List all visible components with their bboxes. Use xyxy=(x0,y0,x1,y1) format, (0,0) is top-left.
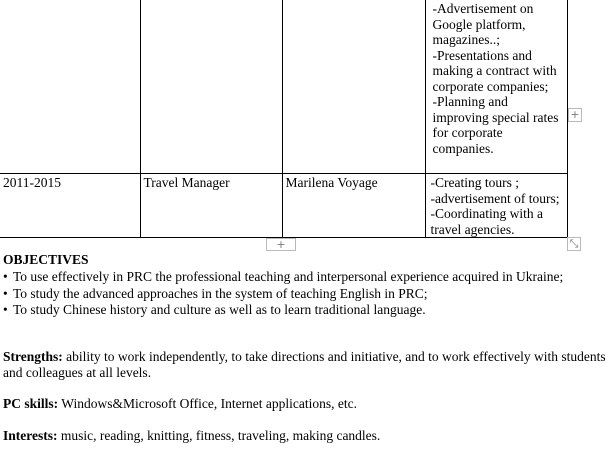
list-item xyxy=(3,269,563,286)
duty-line: -Presentations and xyxy=(432,47,532,63)
duty-line: -Coordinating with a xyxy=(430,206,543,221)
add-row-button[interactable]: + xyxy=(266,238,296,251)
position-cell[interactable]: Travel Manager xyxy=(140,174,282,238)
strengths-text: ability to work independently, to take directions and initiative, and to work effectively with students and colleagues at all levels. xyxy=(3,349,606,380)
strengths-label: Strengths: xyxy=(3,349,63,364)
objective-text: To study Chinese history and culture as well as to learn traditional language. xyxy=(13,302,426,317)
duty-line: -Creating tours ; xyxy=(430,175,519,190)
duty-line: corporate companies; xyxy=(432,78,549,94)
duties-cell[interactable] xyxy=(425,0,567,174)
period-cell[interactable] xyxy=(0,0,140,174)
duty-line: making a contract with xyxy=(432,63,557,78)
objective-text: To study the advanced approaches in the system of teaching English in PRC; xyxy=(13,285,428,301)
company-cell[interactable] xyxy=(282,0,425,174)
duty-line: companies. xyxy=(432,140,494,156)
bullet-icon: • xyxy=(3,302,8,317)
duties-cell[interactable] xyxy=(425,174,567,238)
company-cell[interactable]: Marilena Voyage xyxy=(282,174,425,238)
experience-table xyxy=(0,0,568,238)
position-cell[interactable] xyxy=(140,0,282,174)
duty-line: improving special rates xyxy=(432,109,559,125)
interests-text: music, reading, knitting, fitness, traveling, making candles. xyxy=(57,428,381,443)
duty-line: for corporate xyxy=(432,125,503,140)
list-item xyxy=(3,302,563,319)
bullet-icon: • xyxy=(3,285,8,301)
duty-line: -advertisement of tours; xyxy=(430,190,560,206)
table-row xyxy=(0,0,567,174)
objective-text: To use effectively in PRC the professional teaching and interpersonal experience acquired in Ukraine; xyxy=(13,269,564,284)
bullet-icon: • xyxy=(3,269,8,284)
duty-line: magazines..; xyxy=(432,32,500,47)
table-resize-handle-icon[interactable]: ⤡ xyxy=(567,237,581,251)
interests-paragraph xyxy=(3,428,380,444)
duty-line: -Planning and xyxy=(432,94,508,109)
strengths-paragraph xyxy=(3,349,613,380)
add-column-button[interactable]: + xyxy=(568,108,582,122)
interests-label: Interests: xyxy=(3,428,58,443)
objectives-heading: OBJECTIVES xyxy=(3,252,89,267)
list-item xyxy=(3,286,563,303)
pc-skills-text: Windows&Microsoft Office, Internet applications, etc. xyxy=(58,396,358,411)
duty-line: travel agencies. xyxy=(430,221,515,237)
period-cell[interactable]: 2011-2015 xyxy=(0,174,140,238)
table-row xyxy=(0,174,567,238)
pc-skills-paragraph xyxy=(3,396,357,412)
duty-line: -Advertisement on xyxy=(432,1,534,16)
pc-skills-label: PC skills: xyxy=(3,396,59,411)
duty-line: Google platform, xyxy=(432,16,526,32)
objectives-list xyxy=(3,269,563,319)
